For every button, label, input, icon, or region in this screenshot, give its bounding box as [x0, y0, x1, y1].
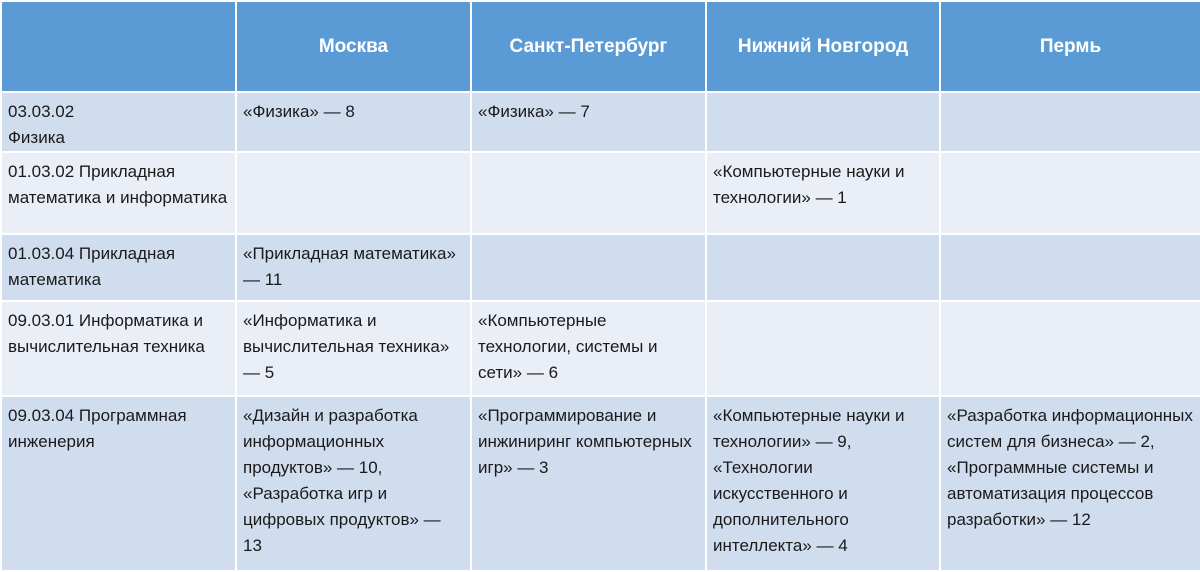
table-cell: «Компьютерные технологии, системы и сети» — 6 — [471, 301, 706, 396]
table-row — [1, 92, 1200, 152]
table-row — [1, 396, 1200, 571]
table-row — [1, 301, 1200, 396]
table-cell: «Компьютерные науки и технологии» — 1 — [706, 152, 940, 234]
city-header-saint-petersburg: Санкт-Петербург — [471, 1, 706, 92]
corner-header-cell — [1, 1, 236, 92]
table-cell: «Информатика и вычислительная техника» — 5 — [236, 301, 471, 396]
table-cell — [706, 301, 940, 396]
table-cell: «Физика» — 7 — [471, 92, 706, 152]
table-cell — [706, 234, 940, 301]
city-header-perm: Пермь — [940, 1, 1200, 92]
table-cell: «Программирование и инжиниринг компьютерных игр» — 3 — [471, 396, 706, 571]
program-cell: 09.03.04 Программная инженерия — [1, 396, 236, 571]
program-cell: 09.03.01 Информатика и вычислительная техника — [1, 301, 236, 396]
table-cell: «Разработка информационных систем для бизнеса» — 2, «Программные системы и автоматизация процессов разработки» — 12 — [940, 396, 1200, 571]
table-cell — [471, 152, 706, 234]
table-cell — [940, 301, 1200, 396]
table-cell — [940, 234, 1200, 301]
table-cell: «Физика» — 8 — [236, 92, 471, 152]
program-code-line: 03.03.02 Физика — [8, 102, 75, 147]
city-header-moscow: Москва — [236, 1, 471, 92]
table-row — [1, 152, 1200, 234]
table-cell — [940, 152, 1200, 234]
table-cell — [706, 92, 940, 152]
program-cell: 01.03.02 Прикладная математика и информатика — [1, 152, 236, 234]
table-cell: «Дизайн и разработка информационных продуктов» — 10, «Разработка игр и цифровых продуктов» — 13 — [236, 396, 471, 571]
table-row — [1, 234, 1200, 301]
program-cell: 01.03.04 Прикладная математика — [1, 234, 236, 301]
table-cell — [471, 234, 706, 301]
program-cell — [1, 92, 236, 152]
header-row — [1, 1, 1200, 92]
city-header-nizhny-novgorod: Нижний Новгород — [706, 1, 940, 92]
table-cell: «Компьютерные науки и технологии» — 9, «Технологии искусственного и дополнительного интеллекта» — 4 — [706, 396, 940, 571]
table-cell: «Прикладная математика» — 11 — [236, 234, 471, 301]
table-cell — [940, 92, 1200, 152]
table-cell — [236, 152, 471, 234]
